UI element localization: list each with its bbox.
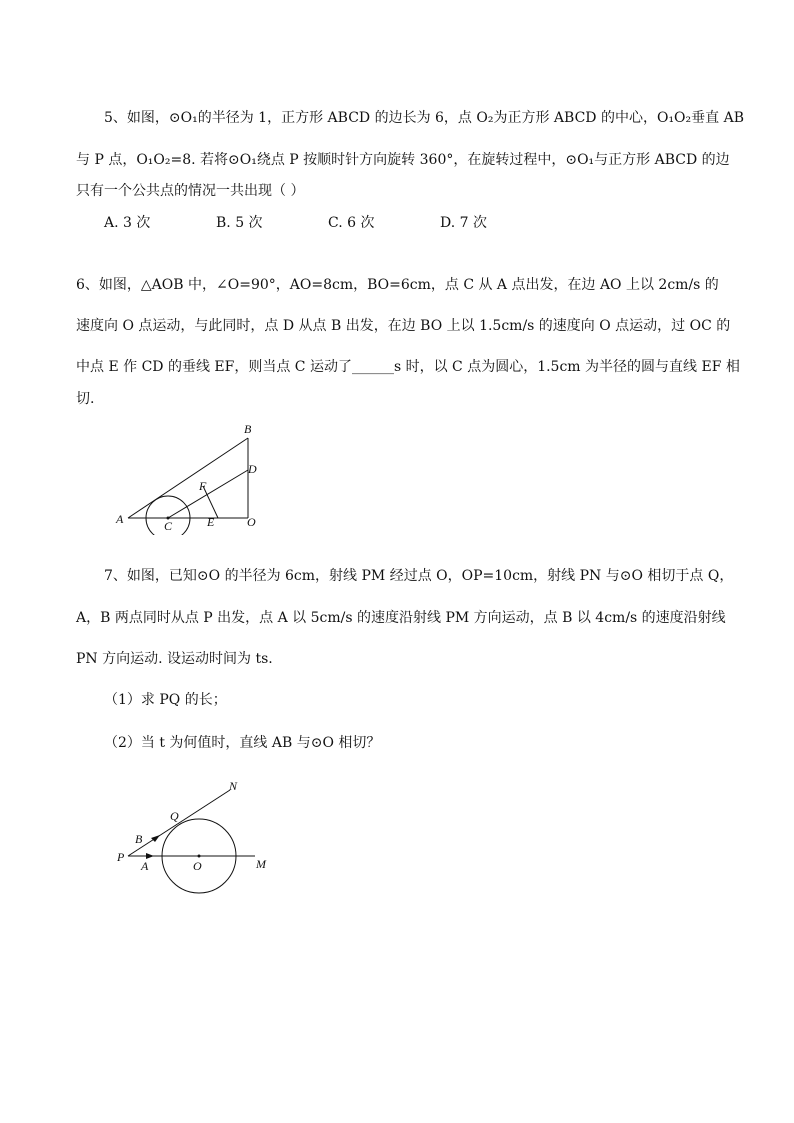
q6-label-a: A xyxy=(116,512,124,526)
q7-label-p: P xyxy=(117,850,125,864)
q7-label-q: Q xyxy=(170,809,179,823)
q6-label-c: C xyxy=(164,519,173,533)
q7-subquestion-1: （1）求 PQ 的长； xyxy=(104,692,227,708)
q6-text-line-4: 切. xyxy=(76,391,95,407)
q6-figure xyxy=(110,420,280,539)
q5-text-line-3: 只有一个公共点的情况一共出现（ ） xyxy=(76,183,305,199)
q7-subquestion-2: （2）当 t 为何值时，直线 AB 与⊙O 相切？ xyxy=(104,735,381,751)
q5-option-c: C. 6 次 xyxy=(328,215,375,231)
q7-figure xyxy=(112,776,277,900)
q5-option-d: D. 7 次 xyxy=(440,215,487,231)
q7-text-line-1: 7、如图，已知⊙O 的半径为 6cm，射线 PM 经过点 O，OP=10cm，射线 PN 与⊙O 相切于点 Q， xyxy=(104,568,734,584)
q6-label-f: F xyxy=(199,479,207,493)
q7-label-m: M xyxy=(256,857,266,871)
q7-label-o: O xyxy=(193,859,202,873)
q5-option-a: A. 3 次 xyxy=(104,215,151,231)
q6-label-e: E xyxy=(207,515,215,529)
q7-circle-diagram xyxy=(112,776,277,896)
q7-label-n: N xyxy=(229,779,238,793)
q6-label-o: O xyxy=(247,515,256,529)
q6-triangle-diagram xyxy=(110,420,280,535)
q7-label-b: B xyxy=(135,832,143,846)
q6-text-line-1: 6、如图，△AOB 中，∠O=90°，AO=8cm，BO=6cm，点 C 从 A 点出发，在边 AO 上以 2cm/s 的 xyxy=(76,277,719,293)
q6-text-line-3: 中点 E 作 CD 的垂线 EF，则当点 C 运动了______s 时，以 C 点为圆心，1.5cm 为半径的圆与直线 EF 相 xyxy=(76,359,740,375)
q7-label-a: A xyxy=(141,859,149,873)
q6-segment-cd xyxy=(168,470,248,518)
q6-text-line-2: 速度向 O 点运动，与此同时，点 D 从点 B 出发，在边 BO 上以 1.5cm/s 的速度向 O 点运动，过 OC 的 xyxy=(76,318,731,334)
q6-label-d: D xyxy=(248,462,257,476)
q6-label-b: B xyxy=(244,422,252,436)
q7-text-line-3: PN 方向运动. 设运动时间为 ts. xyxy=(76,651,273,667)
q5-text-line-2: 与 P 点，O₁O₂=8. 若将⊙O₁绕点 P 按顺时针方向旋转 360°，在旋转过程中，⊙O₁与正方形 ABCD 的边 xyxy=(76,152,730,168)
q7-point-o xyxy=(198,855,201,858)
q7-text-line-2: A，B 两点同时从点 P 出发，点 A 以 5cm/s 的速度沿射线 PM 方向运动，点 B 以 4cm/s 的速度沿射线 xyxy=(76,610,726,626)
q5-option-b: B. 5 次 xyxy=(216,215,263,231)
q5-text-line-1: 5、如图，⊙O₁的半径为 1，正方形 ABCD 的边长为 6，点 O₂为正方形 ABCD 的中心，O₁O₂垂直 AB xyxy=(104,110,744,126)
q7-arrow-b xyxy=(151,835,160,842)
